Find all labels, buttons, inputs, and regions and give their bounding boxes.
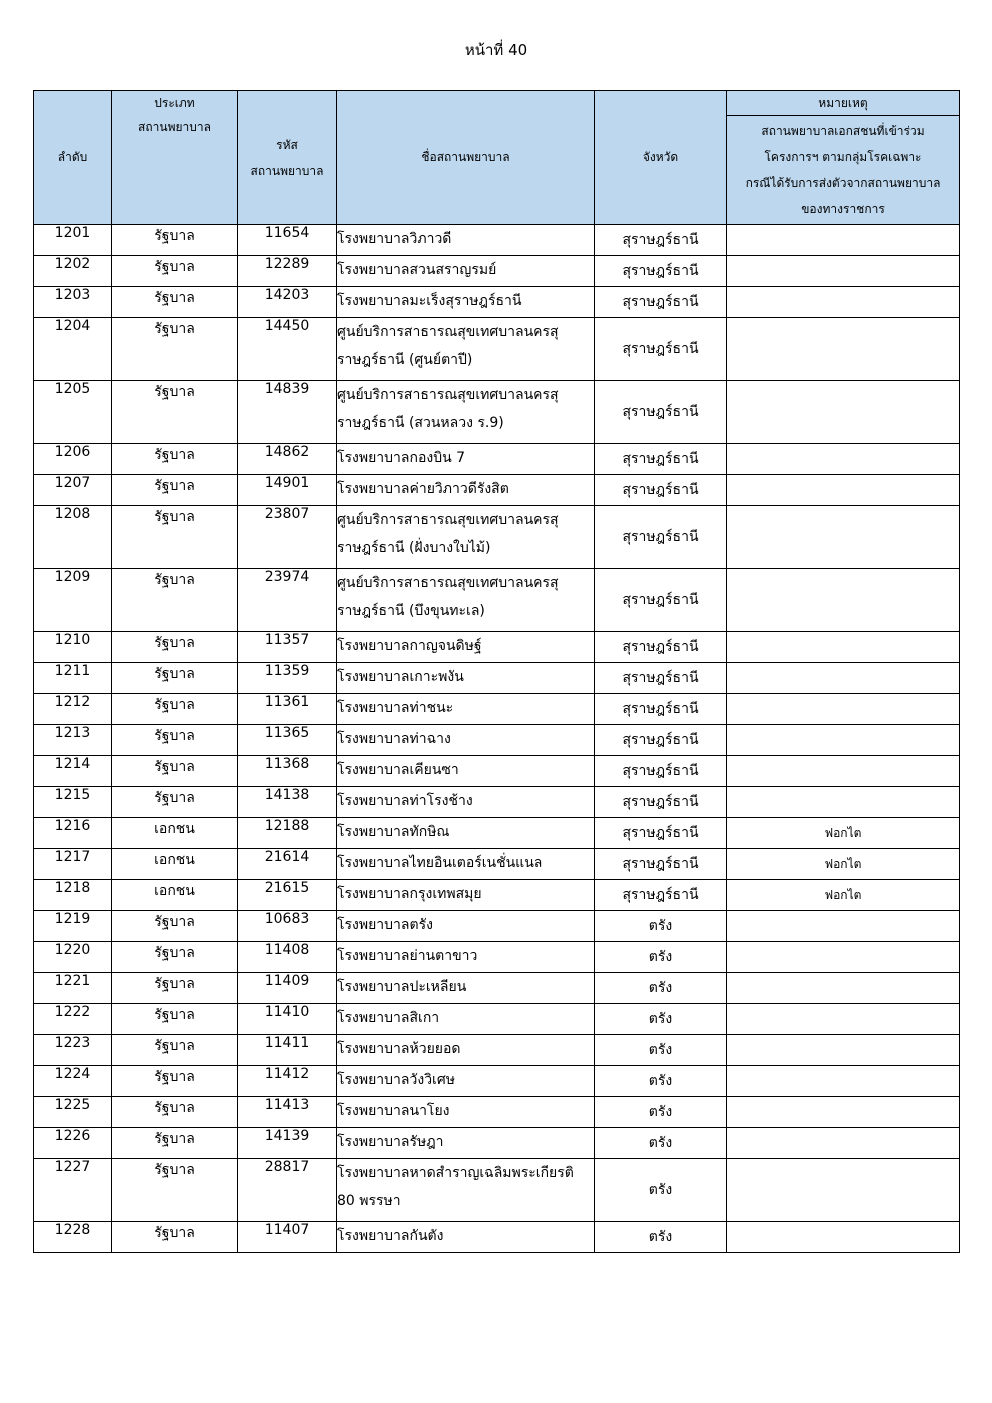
cell-province: สุราษฎร์ธานี: [595, 256, 727, 287]
header-order: ลำดับ: [34, 91, 112, 225]
cell-remark: [727, 725, 960, 756]
cell-remark: [727, 663, 960, 694]
table-row: [34, 506, 960, 569]
cell-type: รัฐบาล: [112, 318, 238, 381]
table-row: [34, 381, 960, 444]
cell-type: รัฐบาล: [112, 632, 238, 663]
cell-order: 1210: [34, 632, 112, 663]
cell-province: สุราษฎร์ธานี: [595, 381, 727, 444]
cell-order: 1215: [34, 787, 112, 818]
cell-name: โรงพยาบาลตรัง: [337, 911, 595, 942]
cell-order: 1207: [34, 475, 112, 506]
cell-type: รัฐบาล: [112, 381, 238, 444]
hospital-table: [33, 90, 960, 1253]
cell-code: 11412: [238, 1066, 337, 1097]
cell-name: โรงพยาบาลเกาะพงัน: [337, 663, 595, 694]
table-row: [34, 1097, 960, 1128]
cell-remark: [727, 1159, 960, 1222]
cell-order: 1221: [34, 973, 112, 1004]
table-row: [34, 973, 960, 1004]
table-row: [34, 225, 960, 256]
cell-province: สุราษฎร์ธานี: [595, 225, 727, 256]
cell-remark: [727, 694, 960, 725]
cell-type: รัฐบาล: [112, 1066, 238, 1097]
cell-province: สุราษฎร์ธานี: [595, 849, 727, 880]
cell-type: เอกชน: [112, 818, 238, 849]
cell-province: ตรัง: [595, 911, 727, 942]
table-row: [34, 694, 960, 725]
cell-name: โรงพยาบาลกันตัง: [337, 1222, 595, 1253]
header-type: [112, 91, 238, 225]
cell-remark: [727, 787, 960, 818]
cell-code: 14450: [238, 318, 337, 381]
cell-name: โรงพยาบาลห้วยยอด: [337, 1035, 595, 1066]
table-row: [34, 942, 960, 973]
cell-order: 1204: [34, 318, 112, 381]
cell-code: 23974: [238, 569, 337, 632]
cell-remark: [727, 1097, 960, 1128]
cell-type: รัฐบาล: [112, 663, 238, 694]
cell-code: 23807: [238, 506, 337, 569]
cell-type: รัฐบาล: [112, 1097, 238, 1128]
header-province: จังหวัด: [595, 91, 727, 225]
cell-code: 11365: [238, 725, 337, 756]
table-row: [34, 1222, 960, 1253]
cell-remark: [727, 444, 960, 475]
table-row: [34, 849, 960, 880]
header-code: [238, 91, 337, 225]
header-remark-subtitle: [727, 116, 960, 225]
cell-code: 28817: [238, 1159, 337, 1222]
cell-remark: [727, 381, 960, 444]
cell-remark: [727, 942, 960, 973]
table-body: [34, 225, 960, 1253]
cell-name-line2: ราษฎร์ธานี (สวนหลวง ร.9): [337, 415, 504, 431]
header-code-line2: สถานพยาบาล: [250, 163, 324, 178]
cell-province: สุราษฎร์ธานี: [595, 444, 727, 475]
cell-remark: [727, 1066, 960, 1097]
cell-province: สุราษฎร์ธานี: [595, 756, 727, 787]
cell-province: ตรัง: [595, 942, 727, 973]
table-row: [34, 256, 960, 287]
cell-name: [337, 506, 595, 569]
cell-type: รัฐบาล: [112, 1159, 238, 1222]
header-remark-sub-line2: โครงการฯ ตามกลุ่มโรคเฉพาะ: [764, 150, 922, 164]
table-row: [34, 318, 960, 381]
cell-name: โรงพยาบาลมะเร็งสุราษฎร์ธานี: [337, 287, 595, 318]
cell-order: 1214: [34, 756, 112, 787]
cell-code: 11411: [238, 1035, 337, 1066]
header-remark-sub-line3: กรณีได้รับการส่งตัวจากสถานพยาบาล: [745, 176, 941, 190]
table-row: [34, 1159, 960, 1222]
cell-order: 1216: [34, 818, 112, 849]
cell-province: ตรัง: [595, 973, 727, 1004]
cell-code: 14862: [238, 444, 337, 475]
table-row: [34, 287, 960, 318]
cell-type: รัฐบาล: [112, 444, 238, 475]
cell-name: โรงพยาบาลท่าฉาง: [337, 725, 595, 756]
cell-type: รัฐบาล: [112, 287, 238, 318]
cell-type: รัฐบาล: [112, 942, 238, 973]
cell-type: รัฐบาล: [112, 1128, 238, 1159]
cell-name-line1: ศูนย์บริการสาธารณสุขเทศบาลนครสุ: [337, 324, 559, 340]
cell-name-line1: ศูนย์บริการสาธารณสุขเทศบาลนครสุ: [337, 575, 559, 591]
table-row: [34, 911, 960, 942]
cell-order: 1201: [34, 225, 112, 256]
cell-code: 11409: [238, 973, 337, 1004]
cell-remark: [727, 632, 960, 663]
cell-name: [337, 381, 595, 444]
cell-name: โรงพยาบาลวิภาวดี: [337, 225, 595, 256]
cell-order: 1219: [34, 911, 112, 942]
cell-province: ตรัง: [595, 1004, 727, 1035]
cell-type: รัฐบาล: [112, 225, 238, 256]
cell-name: โรงพยาบาลไทยอินเตอร์เนชั่นแนล: [337, 849, 595, 880]
cell-province: สุราษฎร์ธานี: [595, 475, 727, 506]
cell-name: [337, 1159, 595, 1222]
cell-order: 1203: [34, 287, 112, 318]
cell-name: โรงพยาบาลสิเกา: [337, 1004, 595, 1035]
header-type-line2: สถานพยาบาล: [138, 120, 211, 134]
cell-order: 1213: [34, 725, 112, 756]
cell-code: 11357: [238, 632, 337, 663]
cell-type: รัฐบาล: [112, 1222, 238, 1253]
cell-type: เอกชน: [112, 849, 238, 880]
cell-name-line2: ราษฎร์ธานี (ศูนย์ตาปี): [337, 352, 473, 368]
cell-province: สุราษฎร์ธานี: [595, 818, 727, 849]
cell-remark: ฟอกไต: [727, 849, 960, 880]
cell-code: 21614: [238, 849, 337, 880]
table-row: [34, 1066, 960, 1097]
cell-type: รัฐบาล: [112, 1035, 238, 1066]
cell-name: โรงพยาบาลกาญจนดิษฐ์: [337, 632, 595, 663]
header-remark: หมายเหตุ: [727, 91, 960, 116]
cell-order: 1217: [34, 849, 112, 880]
cell-type: รัฐบาล: [112, 973, 238, 1004]
table-row: [34, 569, 960, 632]
cell-order: 1209: [34, 569, 112, 632]
cell-order: 1223: [34, 1035, 112, 1066]
cell-name: โรงพยาบาลกองบิน 7: [337, 444, 595, 475]
cell-order: 1222: [34, 1004, 112, 1035]
cell-type: รัฐบาล: [112, 725, 238, 756]
cell-order: 1226: [34, 1128, 112, 1159]
table-row: [34, 475, 960, 506]
cell-type: รัฐบาล: [112, 256, 238, 287]
cell-remark: [727, 1128, 960, 1159]
table-row: [34, 818, 960, 849]
cell-name-line1: โรงพยาบาลหาดสำราญเฉลิมพระเกียรติ: [337, 1165, 574, 1181]
cell-code: 11408: [238, 942, 337, 973]
cell-remark: [727, 287, 960, 318]
cell-type: รัฐบาล: [112, 475, 238, 506]
cell-remark: [727, 569, 960, 632]
cell-order: 1205: [34, 381, 112, 444]
cell-province: ตรัง: [595, 1035, 727, 1066]
table-row: [34, 1035, 960, 1066]
cell-remark: [727, 506, 960, 569]
cell-order: 1206: [34, 444, 112, 475]
cell-code: 14203: [238, 287, 337, 318]
cell-name-line2: ราษฎร์ธานี (บึงขุนทะเล): [337, 603, 485, 619]
cell-province: ตรัง: [595, 1222, 727, 1253]
cell-province: สุราษฎร์ธานี: [595, 506, 727, 569]
cell-order: 1220: [34, 942, 112, 973]
cell-remark: ฟอกไต: [727, 818, 960, 849]
page-number-title: หน้าที่ 40: [464, 41, 528, 59]
cell-code: 14139: [238, 1128, 337, 1159]
cell-name: [337, 569, 595, 632]
cell-province: สุราษฎร์ธานี: [595, 725, 727, 756]
cell-name: โรงพยาบาลนาโยง: [337, 1097, 595, 1128]
cell-name: โรงพยาบาลท่าโรงช้าง: [337, 787, 595, 818]
header-name: ชื่อสถานพยาบาล: [337, 91, 595, 225]
cell-order: 1211: [34, 663, 112, 694]
table-row: [34, 880, 960, 911]
cell-type: รัฐบาล: [112, 694, 238, 725]
table-row: [34, 444, 960, 475]
cell-type: รัฐบาล: [112, 756, 238, 787]
cell-province: สุราษฎร์ธานี: [595, 880, 727, 911]
table-row: [34, 756, 960, 787]
cell-province: ตรัง: [595, 1159, 727, 1222]
cell-code: 11368: [238, 756, 337, 787]
cell-name-line1: ศูนย์บริการสาธารณสุขเทศบาลนครสุ: [337, 512, 559, 528]
cell-code: 14138: [238, 787, 337, 818]
cell-type: รัฐบาล: [112, 569, 238, 632]
cell-name-line2: 80 พรรษา: [337, 1193, 401, 1209]
cell-remark: [727, 1035, 960, 1066]
cell-type: เอกชน: [112, 880, 238, 911]
cell-name: โรงพยาบาลย่านตาขาว: [337, 942, 595, 973]
cell-remark: [727, 911, 960, 942]
cell-order: 1202: [34, 256, 112, 287]
cell-name: โรงพยาบาลทักษิณ: [337, 818, 595, 849]
cell-name: โรงพยาบาลสวนสราญรมย์: [337, 256, 595, 287]
cell-name: โรงพยาบาลวังวิเศษ: [337, 1066, 595, 1097]
cell-remark: [727, 256, 960, 287]
cell-remark: [727, 973, 960, 1004]
cell-name: โรงพยาบาลค่ายวิภาวดีรังสิต: [337, 475, 595, 506]
cell-code: 14839: [238, 381, 337, 444]
cell-type: รัฐบาล: [112, 1004, 238, 1035]
cell-province: สุราษฎร์ธานี: [595, 694, 727, 725]
cell-code: 21615: [238, 880, 337, 911]
cell-province: สุราษฎร์ธานี: [595, 569, 727, 632]
cell-type: รัฐบาล: [112, 787, 238, 818]
cell-province: ตรัง: [595, 1066, 727, 1097]
cell-code: 12289: [238, 256, 337, 287]
cell-province: สุราษฎร์ธานี: [595, 632, 727, 663]
cell-province: สุราษฎร์ธานี: [595, 663, 727, 694]
cell-order: 1212: [34, 694, 112, 725]
table-row: [34, 1128, 960, 1159]
cell-order: 1227: [34, 1159, 112, 1222]
cell-code: 11407: [238, 1222, 337, 1253]
cell-code: 12188: [238, 818, 337, 849]
cell-name-line1: ศูนย์บริการสาธารณสุขเทศบาลนครสุ: [337, 387, 559, 403]
table-row: [34, 725, 960, 756]
cell-order: 1218: [34, 880, 112, 911]
cell-remark: [727, 225, 960, 256]
cell-name: [337, 318, 595, 381]
cell-province: ตรัง: [595, 1097, 727, 1128]
cell-remark: [727, 318, 960, 381]
cell-order: 1228: [34, 1222, 112, 1253]
cell-remark: [727, 475, 960, 506]
cell-name: โรงพยาบาลกรุงเทพสมุย: [337, 880, 595, 911]
cell-type: รัฐบาล: [112, 911, 238, 942]
cell-province: ตรัง: [595, 1128, 727, 1159]
cell-province: สุราษฎร์ธานี: [595, 787, 727, 818]
cell-name: โรงพยาบาลเคียนซา: [337, 756, 595, 787]
cell-remark: [727, 1004, 960, 1035]
cell-province: สุราษฎร์ธานี: [595, 318, 727, 381]
header-code-line1: รหัส: [276, 137, 298, 152]
cell-type: รัฐบาล: [112, 506, 238, 569]
cell-code: 14901: [238, 475, 337, 506]
cell-code: 11359: [238, 663, 337, 694]
cell-remark: [727, 756, 960, 787]
header-type-line1: ประเภท: [154, 96, 195, 110]
cell-province: สุราษฎร์ธานี: [595, 287, 727, 318]
cell-order: 1224: [34, 1066, 112, 1097]
table-row: [34, 632, 960, 663]
cell-name-line2: ราษฎร์ธานี (ฝั่งบางใบไม้): [337, 540, 491, 556]
cell-name: โรงพยาบาลรัษฎา: [337, 1128, 595, 1159]
table-header: [34, 91, 960, 225]
cell-code: 10683: [238, 911, 337, 942]
cell-code: 11410: [238, 1004, 337, 1035]
cell-code: 11654: [238, 225, 337, 256]
cell-remark: [727, 1222, 960, 1253]
table-row: [34, 787, 960, 818]
cell-name: โรงพยาบาลปะเหลียน: [337, 973, 595, 1004]
cell-name: โรงพยาบาลท่าชนะ: [337, 694, 595, 725]
cell-order: 1225: [34, 1097, 112, 1128]
header-remark-sub-line1: สถานพยาบาลเอกสชนที่เข้าร่วม: [761, 124, 925, 138]
header-remark-sub-line4: ของทางราชการ: [801, 202, 885, 216]
cell-remark: ฟอกไต: [727, 880, 960, 911]
table-row: [34, 663, 960, 694]
cell-order: 1208: [34, 506, 112, 569]
table-row: [34, 1004, 960, 1035]
cell-code: 11361: [238, 694, 337, 725]
cell-code: 11413: [238, 1097, 337, 1128]
